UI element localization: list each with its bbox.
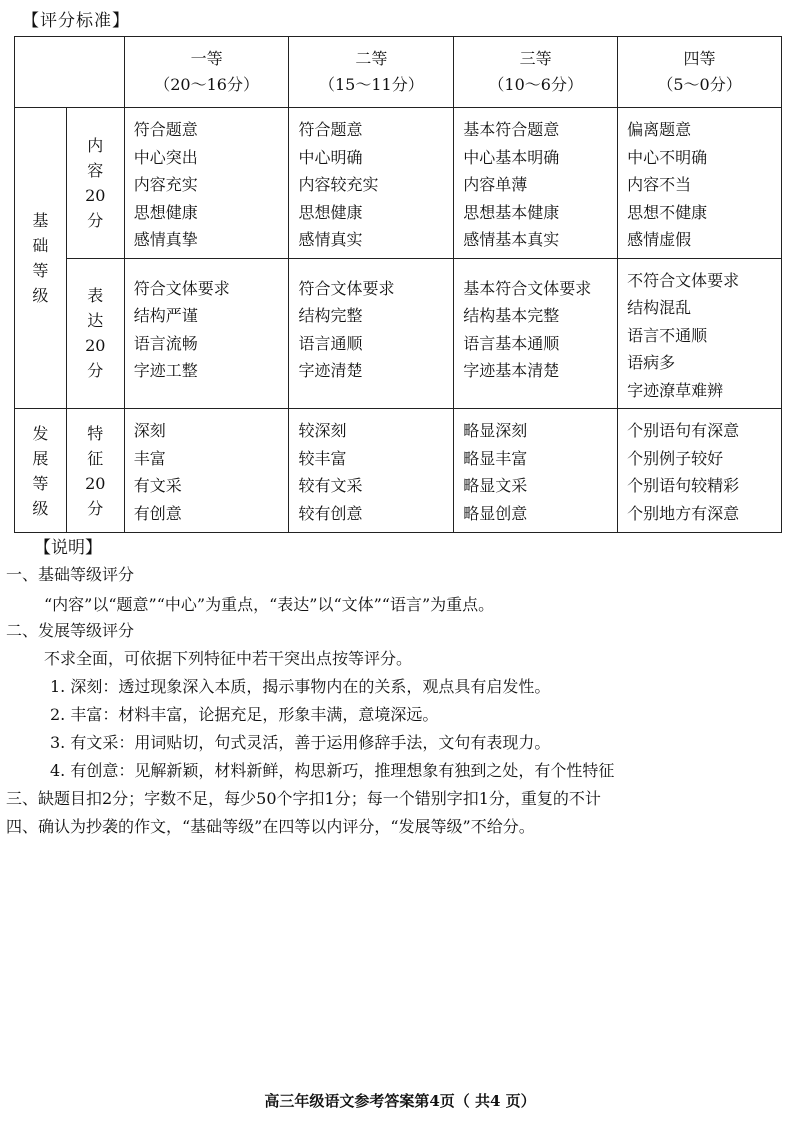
content-row — [15, 108, 782, 259]
grade-header-2: 二等 （15～11分） — [289, 37, 454, 108]
basic-scoring-text: “内容”以“题意”“中心”为重点，“表达”以“文体”“语言”为重点。 — [44, 595, 495, 614]
expression-label: 表 达 20 分 — [66, 258, 124, 409]
development-scoring-title: 二、发展等级评分 — [6, 621, 135, 640]
deduction-rule: 三、缺题目扣2分；字数不足，每少50个字扣1分；每一个错别字扣1分，重复的不计 — [6, 789, 601, 808]
expression-grade-2: 符合文体要求 结构完整 语言通顺 字迹清楚 — [289, 258, 454, 409]
content-grade-4: 偏离题意 中心不明确 内容不当 思想不健康 感情虚假 — [618, 108, 782, 259]
page-footer: 高三年级语文参考答案第4页（ 共4 页） — [264, 1092, 536, 1110]
features-row — [15, 409, 782, 533]
grade-header-row — [15, 37, 782, 108]
grade-header-1: 一等 （20～16分） — [124, 37, 289, 108]
expression-grade-4: 不符合文体要求 结构混乱 语言不通顺 语病多 字迹潦草难辨 — [618, 258, 782, 409]
corner-cell — [15, 37, 125, 108]
development-item-literary: 3. 有文采：用词贴切，句式灵活，善于运用修辞手法，文句有表现力。 — [50, 733, 551, 752]
development-scoring-intro: 不求全面，可依据下列特征中若干突出点按等评分。 — [44, 649, 413, 668]
content-grade-3: 基本符合题意 中心基本明确 内容单薄 思想基本健康 感情基本真实 — [454, 108, 618, 259]
notes-heading: 【说明】 — [34, 538, 102, 558]
grade-header-4: 四等 （5～0分） — [618, 37, 782, 108]
plagiarism-rule: 四、确认为抄袭的作文，“基础等级”在四等以内评分，“发展等级”不给分。 — [6, 817, 535, 836]
features-label: 特 征 20 分 — [66, 409, 124, 533]
development-item-creative: 4. 有创意：见解新颖，材料新鲜，构思新巧，推理想象有独到之处，有个性特征 — [50, 761, 615, 780]
content-grade-1: 符合题意 中心突出 内容充实 思想健康 感情真挚 — [124, 108, 289, 259]
development-item-deep: 1. 深刻：透过现象深入本质，揭示事物内在的关系，观点具有启发性。 — [50, 677, 551, 696]
content-label: 内 容 20 分 — [66, 108, 124, 259]
basic-scoring-title: 一、基础等级评分 — [6, 565, 135, 584]
expression-row — [15, 258, 782, 409]
expression-grade-3: 基本符合文体要求 结构基本完整 语言基本通顺 字迹基本清楚 — [454, 258, 618, 409]
features-grade-3: 略显深刻 略显丰富 略显文采 略显创意 — [454, 409, 618, 533]
development-level-label: 发 展 等 级 — [15, 409, 67, 533]
features-grade-4: 个别语句有深意 个别例子较好 个别语句较精彩 个别地方有深意 — [618, 409, 782, 533]
development-item-rich: 2. 丰富：材料丰富，论据充足，形象丰满，意境深远。 — [50, 705, 439, 724]
rubric-title: 【评分标准】 — [22, 11, 130, 31]
basic-level-label: 基 础 等 级 — [15, 108, 67, 409]
content-grade-2: 符合题意 中心明确 内容较充实 思想健康 感情真实 — [289, 108, 454, 259]
features-grade-2: 较深刻 较丰富 较有文采 较有创意 — [289, 409, 454, 533]
features-grade-1: 深刻 丰富 有文采 有创意 — [124, 409, 289, 533]
rubric-table — [14, 36, 782, 533]
expression-grade-1: 符合文体要求 结构严谨 语言流畅 字迹工整 — [124, 258, 289, 409]
grade-header-3: 三等 （10～6分） — [454, 37, 618, 108]
